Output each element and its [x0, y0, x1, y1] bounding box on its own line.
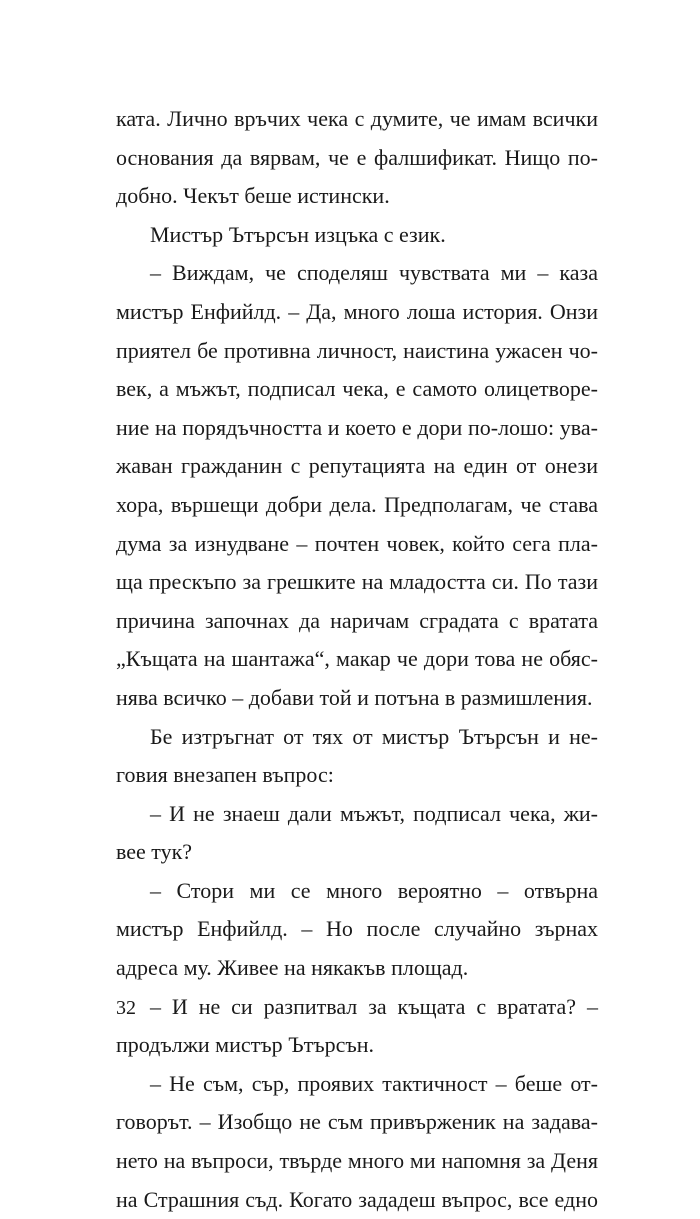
- text-line: дума за изнудване – почтен човек, който сега пла-: [116, 530, 598, 556]
- text-line: век, а мъжът, подписал чека, е самото олицетворе-: [116, 376, 598, 402]
- text-line: на Страшния съд. Когато зададеш въпрос, все едно: [116, 1186, 598, 1212]
- text-line: продължи мистър Ътърсън.: [116, 1032, 375, 1058]
- text-line: – И не си разпитвал за къщата с вратата? –: [150, 993, 598, 1019]
- text-line: приятел бе противна личност, наистина ужасен чо-: [116, 337, 598, 363]
- text-line: основания да вярвам, че е фалшификат. Нищо по-: [116, 144, 598, 170]
- text-line: причина започнах да наричам сградата с вратата: [116, 607, 598, 633]
- text-line: ние на порядъчността и което е дори по-лошо: ува-: [116, 414, 598, 440]
- text-line: мистър Енфийлд. – Да, много лоша история. Онзи: [116, 298, 598, 324]
- text-line: ката. Лично връчих чека с думите, че имам всички: [116, 106, 598, 131]
- page-number: 32: [116, 997, 136, 1019]
- text-line: вее тук?: [116, 839, 193, 865]
- text-line: „Къщата на шантажа“, макар че дори това не обяс-: [116, 646, 598, 672]
- text-line: Мистър Ътърсън изцъка с език.: [150, 221, 446, 247]
- text-line: ща прескъпо за грешките на младостта си. По тази: [116, 569, 598, 595]
- text-line: мистър Енфийлд. – Но после случайно зърнах: [116, 916, 598, 942]
- text-line: Бе изтръгнат от тях от мистър Ътърсън и не-: [150, 723, 598, 749]
- text-line: – И не знаеш дали мъжът, подписал чека, жи-: [150, 800, 598, 826]
- text-line: нето на въпроси, твърде много ми напомня за Деня: [116, 1148, 598, 1174]
- text-line: говорът. – Изобщо не съм привърженик на задава-: [116, 1109, 598, 1135]
- text-line: говия внезапен въпрос:: [116, 762, 334, 788]
- text-line: – Стори ми се много вероятно – отвърна: [150, 877, 598, 903]
- text-line: добно. Чекът беше истински.: [116, 183, 390, 209]
- text-line: адреса му. Живее на някакъв площад.: [116, 955, 469, 981]
- text-line: жаван гражданин с репутацията на един от онези: [116, 453, 598, 479]
- text-line: хора, вършещи добри дела. Предполагам, че става: [116, 491, 598, 517]
- text-line: нява всичко – добави той и потъна в размишления.: [116, 684, 593, 710]
- text-line: – Виждам, че споделяш чувствата ми – каза: [150, 260, 598, 286]
- text-line: – Не съм, сър, проявих тактичност – беше от-: [150, 1070, 598, 1096]
- body-text: [116, 100, 598, 1219]
